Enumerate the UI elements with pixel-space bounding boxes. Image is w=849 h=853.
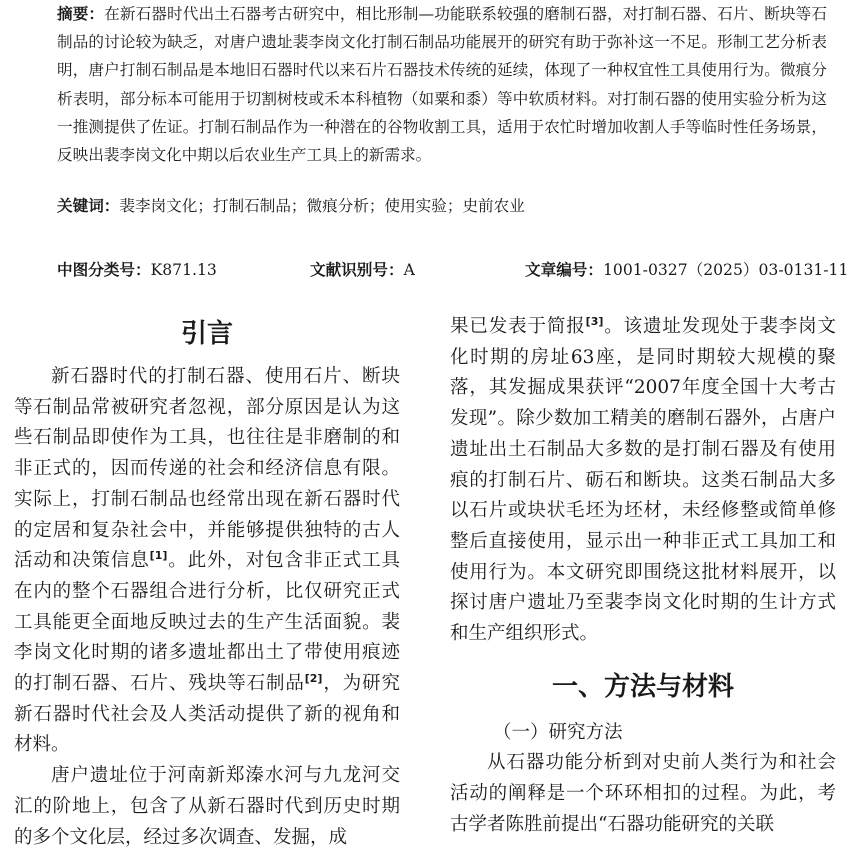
ref-2[interactable]: [2]	[304, 672, 323, 686]
abstract-label: 摘要：	[57, 5, 105, 23]
abstract-text: 在新石器时代出土石器考古研究中，相比形制—功能联系较强的磨制石器，对打制石器、石片、断块等石制品的讨论较为缺乏，对唐户遗址裴李岗文化打制石制品功能展开的研究有助于弥补这一不足。形制工艺分析表明，唐户打制石制品是本地旧石器时代以来石片石器技术传统的延续，体现了一种权宜性工具使用行为。微痕分析表明，部分标本可能用于切割树枝或禾本科植物（如粟和黍）等中软质材料。对打制石器的使用实验分析为这一推测提供了佐证。打制石制品作为一种潜在的谷物收割工具，适用于农忙时增加收割人手等临时性任务场景，反映出裴李岗文化中期以后农业生产工具上的新需求。	[57, 5, 827, 165]
ref-3[interactable]: [3]	[585, 315, 604, 328]
right-column	[450, 312, 836, 841]
intro-paragraph-2: 唐户遗址位于河南新郑溱水河与九龙河交汇的阶地上，包含了从新石器时代到历史时期的多个文化层，经过多次调查、发掘，成	[14, 765, 400, 848]
intro-paragraph-1	[14, 362, 400, 761]
intro-heading: 引言	[180, 319, 233, 349]
keywords-label: 关键词：	[57, 197, 120, 215]
abstract	[57, 0, 827, 169]
clc-number	[57, 256, 217, 284]
section-1-paragraph-1: 从石器功能分析到对史前人类行为和社会活动的阐释是一个环环相扣的过程。为此，考古学者陈胜前提出“石器功能研究的关联	[450, 752, 836, 835]
ref-1[interactable]: [1]	[149, 549, 168, 563]
intro-p1-part-a: 新石器时代的打制石器、使用石片、断块等石制品常被研究者忽视，部分原因是认为这些石制品即使作为工具，也往往是非磨制的和非正式的，因而传递的社会和经济信息有限。实际上，打制石制品也经常出现在新石器时代的定居和复杂社会中，并能够提供独特的古人活动和决策信息	[14, 366, 400, 572]
clc-value: K871.13	[150, 261, 217, 279]
intro-paragraph-2-continued	[450, 312, 836, 650]
intro-p2-cont-part-a: 果已发表于简报	[450, 316, 586, 337]
intro-p1-part-b: 。此外，对包含非正式工具在内的整个石器组合进行分析，比仅研究正式工具能更全面地反映过去的生产生活面貌。裴李岗文化时期的诸多遗址都出土了带使用痕迹的打制石器、石片、残块等石制品	[14, 550, 400, 695]
document-code	[310, 256, 415, 284]
intro-p1-part-c: ，为研究新石器时代社会及人类活动提供了新的视角和材料。	[14, 673, 400, 756]
article-number	[525, 256, 848, 284]
subsection-1-heading: （一）研究方法	[493, 721, 623, 743]
doc-value: A	[403, 261, 415, 279]
keywords-text: 裴李岗文化；打制石制品；微痕分析；使用实验；史前农业	[119, 197, 525, 215]
keywords	[57, 192, 827, 220]
intro-p2-cont-part-b: 。该遗址发现处于裴李岗文化时期的房址63座，是同时期较大规模的聚落，其发掘成果获评“2007年度全国十大考古发现”。除少数加工精美的磨制石器外，占唐户遗址出土石制品大多数的是打制石器及有使用痕的打制石片、砺石和断块。这类石制品大多以石片或块状毛坯为坯材，未经修整或简单修整后直接使用，显示出一种非正式工具加工和使用行为。本文研究即围绕这批材料展开，以探讨唐户遗址乃至裴李岗文化时期的生计方式和生产组织形式。	[450, 316, 836, 645]
left-column	[14, 312, 400, 853]
section-1-heading: 一、方法与材料	[551, 671, 734, 702]
article-value: 1001-0327（2025）03-0131-11	[602, 261, 849, 279]
doc-label: 文献识别号：	[310, 261, 404, 279]
clc-label: 中图分类号：	[57, 261, 151, 279]
article-label: 文章编号：	[525, 261, 603, 279]
